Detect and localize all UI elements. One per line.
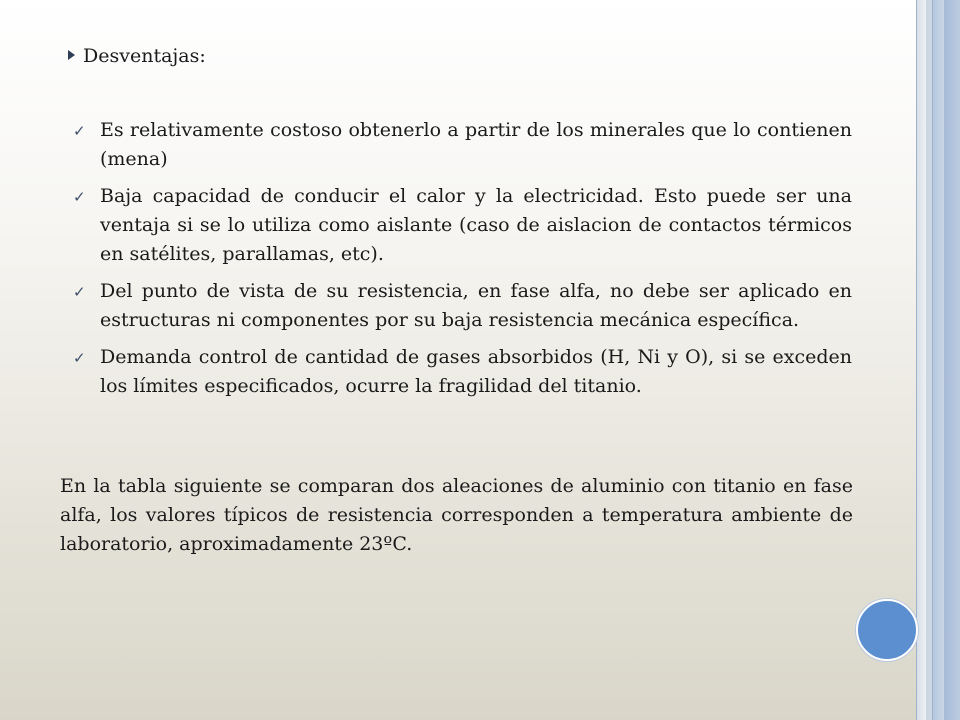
checkmark-icon: ✓ (73, 283, 86, 301)
list-item (73, 116, 852, 174)
list-item-text: Es relativamente costoso obtenerlo a partir de los minerales que lo contienen (mena) (100, 119, 852, 170)
right-edge-band (932, 0, 944, 720)
list-item (73, 277, 852, 335)
checkmark-icon: ✓ (73, 122, 86, 140)
right-edge-band (916, 0, 926, 720)
checkmark-icon: ✓ (73, 188, 86, 206)
list-item-text: Demanda control de cantidad de gases absorbidos (H, Ni y O), si se exceden los límites especificados, ocurre la fragilidad del titanio. (100, 346, 852, 397)
list-item (73, 343, 852, 401)
edge-divider (916, 0, 917, 720)
list-item-text: Del punto de vista de su resistencia, en fase alfa, no debe ser aplicado en estructuras ni componentes por su baja resistencia mecánica específica. (100, 280, 852, 331)
list-item-text: Baja capacidad de conducir el calor y la electricidad. Esto puede ser una ventaja si se lo utiliza como aislante (caso de aislacion de contactos térmicos en satélites, parallamas, etc). (100, 185, 852, 265)
heading-text: Desventajas: (83, 45, 206, 67)
list-item (73, 182, 852, 269)
bullet-list (73, 116, 852, 409)
right-edge-band (944, 0, 960, 720)
edge-divider (932, 0, 933, 720)
decorative-circle (856, 599, 918, 661)
body-paragraph: En la tabla siguiente se comparan dos aleaciones de aluminio con titanio en fase alfa, los valores típicos de resistencia corresponden a temperatura ambiente de laboratorio, aproximadamente 23ºC. (60, 475, 853, 555)
checkmark-icon: ✓ (73, 349, 86, 367)
arrow-right-icon (68, 50, 75, 60)
section-heading (68, 44, 206, 68)
